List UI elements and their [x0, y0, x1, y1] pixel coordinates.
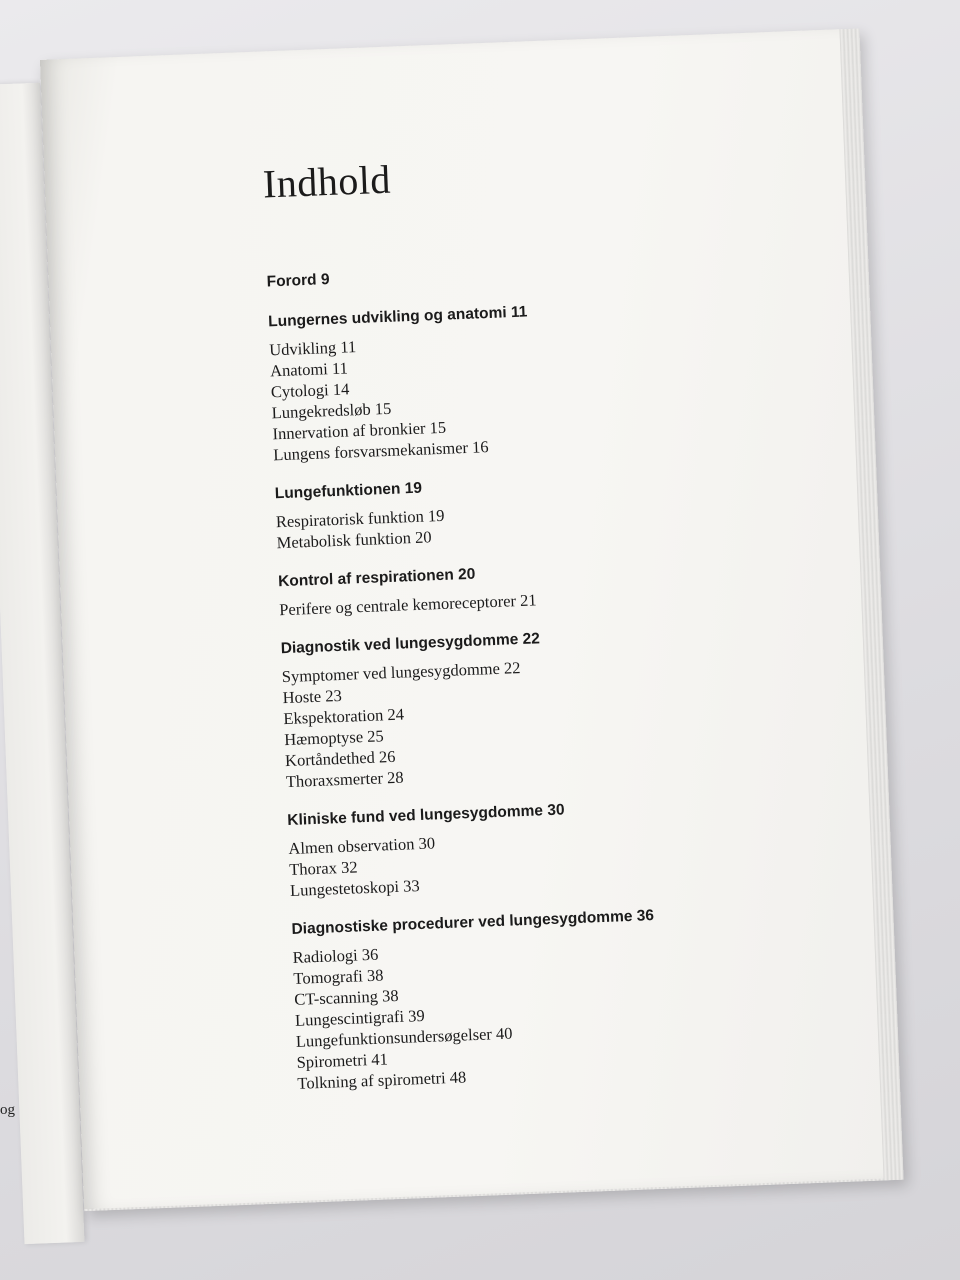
page-content [262, 140, 858, 1112]
toc-section-heading: Kontrol af respirationen 20 [277, 565, 476, 591]
toc-entry: Metabolisk funktion 20 [276, 527, 432, 553]
toc-entry: Anatomi 11 [269, 358, 349, 381]
toc-entry: Tolkning af spirometri 48 [297, 1067, 467, 1093]
toc-section-heading: Lungernes udvikling og anatomi 11 [267, 303, 528, 331]
toc-entry: Lungekredsløb 15 [271, 398, 392, 423]
toc-entry: Hæmoptyse 25 [283, 726, 385, 750]
toc-entry: CT-scanning 38 [293, 985, 399, 1009]
toc-section-heading: Diagnostik ved lungesygdomme 22 [280, 630, 541, 658]
toc-section-heading: Kliniske fund ved lungesygdomme 30 [287, 801, 565, 830]
toc-entry: Ekspektoration 24 [283, 704, 405, 729]
toc-section-heading: Diagnostiske procedurer ved lungesygdomme 36 [291, 907, 655, 938]
toc-entry: Lungens forsvarsmekanismer 16 [272, 437, 489, 465]
toc-entry: Almen observation 30 [288, 833, 436, 859]
toc-section [280, 617, 845, 792]
toc-section [291, 897, 857, 1093]
toc-section [287, 789, 850, 901]
toc-entry: Symptomer ved lungesygdomme 22 [281, 658, 521, 687]
toc-section-heading: Forord 9 [266, 271, 330, 291]
toc-entry: Udvikling 11 [268, 337, 357, 360]
left-page-text-fragment: og [0, 1102, 15, 1118]
toc-entry: Tomografi 38 [293, 965, 384, 988]
toc-section [266, 250, 826, 293]
toc-entry: Hoste 23 [282, 685, 343, 708]
toc-entry: Respiratorisk funktion 19 [275, 505, 445, 532]
toc-entry: Cytologi 14 [270, 379, 350, 402]
toc-section [268, 290, 833, 465]
toc-section [278, 550, 839, 620]
toc-entry: Perifere og centrale kemoreceptorer 21 [278, 590, 537, 620]
contents-page [40, 29, 884, 1209]
toc-entry: Radiologi 36 [292, 944, 379, 967]
toc-entry: Innervation af bronkier 15 [272, 417, 447, 444]
toc-section-heading: Lungefunktionen 19 [274, 479, 423, 503]
toc-entry: Spirometri 41 [296, 1049, 389, 1072]
toc-entry: Lungefunktionsundersøgelser 40 [295, 1023, 513, 1051]
toc-entry: Thorax 32 [288, 857, 358, 880]
page-title: Indhold [262, 156, 392, 207]
toc-entry: Kortåndethed 26 [284, 746, 396, 771]
toc-entry: Lungestetoskopi 33 [289, 876, 421, 901]
toc-entry: Thoraxsmerter 28 [285, 767, 404, 792]
toc-entry: Lungescintigrafi 39 [294, 1005, 425, 1030]
toc-section [274, 462, 836, 553]
